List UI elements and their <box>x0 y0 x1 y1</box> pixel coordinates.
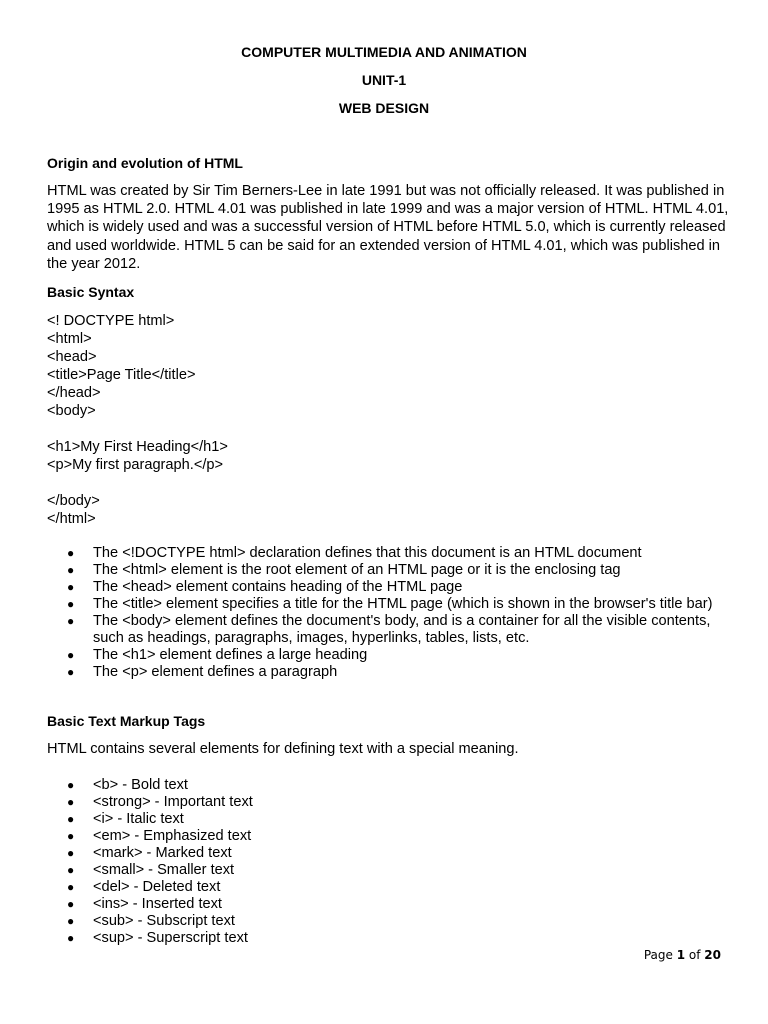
markup-bullet-item <box>47 828 737 845</box>
bullet-text: <sub> - Subscript text <box>93 913 235 929</box>
bullet-icon: ● <box>67 614 75 628</box>
code-line <box>47 474 228 492</box>
code-line: <html> <box>47 331 92 347</box>
bullet-text: The <title> element specifies a title for the HTML page (which is shown in the browser's title bar) <box>93 596 713 612</box>
bullet-text: <em> - Emphasized text <box>93 828 252 844</box>
code-line: </html> <box>47 511 96 527</box>
bullet-text: <small> - Smaller text <box>93 862 235 878</box>
section-heading-syntax: Basic Syntax <box>47 284 135 300</box>
topic-title: WEB DESIGN <box>338 100 430 116</box>
code-line: <title>Page Title</title> <box>47 367 196 383</box>
course-title: COMPUTER MULTIMEDIA AND ANIMATION <box>241 44 527 60</box>
page-label: Page <box>643 948 673 962</box>
markup-bullet-item <box>47 811 737 828</box>
bullet-icon: ● <box>67 795 75 809</box>
bullet-text: <strong> - Important text <box>93 794 253 810</box>
syntax-bullet-item <box>47 562 737 579</box>
page-of: of <box>688 948 701 962</box>
bullet-text: <sup> - Superscript text <box>93 930 248 946</box>
bullet-text: <del> - Deleted text <box>93 879 221 895</box>
markup-bullet-item <box>47 777 737 794</box>
bullet-icon: ● <box>67 931 75 945</box>
bullet-text: The <!DOCTYPE html> declaration defines that this document is an HTML document <box>93 545 642 561</box>
markup-bullet-item <box>47 930 737 947</box>
bullet-text: <b> - Bold text <box>93 777 188 793</box>
markup-bullet-item <box>47 879 737 896</box>
bullet-icon: ● <box>67 580 75 594</box>
bullet-icon: ● <box>67 648 75 662</box>
bullet-icon: ● <box>67 863 75 877</box>
bullet-text: <mark> - Marked text <box>93 845 232 861</box>
bullet-text: The <html> element is the root element of an HTML page or it is the enclosing tag <box>93 562 621 578</box>
syntax-bullet-item <box>47 545 737 562</box>
code-line: <h1>My First Heading</h1> <box>47 439 228 455</box>
syntax-bullet-item <box>47 647 737 664</box>
bullet-icon: ● <box>67 546 75 560</box>
bullet-icon: ● <box>67 897 75 911</box>
bullet-text: The <p> element defines a paragraph <box>93 664 338 680</box>
code-line <box>47 420 228 438</box>
markup-bullet-item <box>47 913 737 930</box>
bullet-text: The <h1> element defines a large heading <box>93 647 368 663</box>
bullet-icon: ● <box>67 846 75 860</box>
bullet-text: <i> - Italic text <box>93 811 184 827</box>
bullet-text: The <body> element defines the document's body, and is a container for all the visible contents, such as headings, paragraphs, images, hyperlinks, tables, lists, etc. <box>93 613 711 646</box>
markup-bullet-item <box>47 896 737 913</box>
bullet-icon: ● <box>67 597 75 611</box>
bullet-text: The <head> element contains heading of the HTML page <box>93 579 463 595</box>
section-heading-origin: Origin and evolution of HTML <box>47 155 243 171</box>
code-block <box>47 312 228 528</box>
origin-paragraph: HTML was created by Sir Tim Berners-Lee in late 1991 but was not officially released. It was published in 1995 as HTML 2.0. HTML 4.01 was published in late 1999 and was a major version of HTML. HTML 4.01, which is widely used and was a successful version of HTML before HTML 5.0, which is currently released and used worldwide. HTML 5 can be said for an extended version of HTML 4.01, which was published in the year 2012. <box>47 183 729 272</box>
syntax-bullet-list <box>47 545 737 681</box>
syntax-bullet-item <box>47 664 737 681</box>
markup-bullet-list <box>47 777 737 947</box>
syntax-bullet-item <box>47 579 737 596</box>
markup-bullet-item <box>47 845 737 862</box>
markup-bullet-item <box>47 794 737 811</box>
unit-title: UNIT-1 <box>361 72 407 88</box>
bullet-icon: ● <box>67 880 75 894</box>
bullet-icon: ● <box>67 778 75 792</box>
section-heading-markup: Basic Text Markup Tags <box>47 713 206 729</box>
code-line: <body> <box>47 403 96 419</box>
page-number <box>644 948 721 962</box>
bullet-text: <ins> - Inserted text <box>93 896 222 912</box>
page-current: 1 <box>676 948 686 962</box>
bullet-icon: ● <box>67 812 75 826</box>
bullet-icon: ● <box>67 914 75 928</box>
syntax-bullet-item <box>47 596 737 613</box>
bullet-icon: ● <box>67 829 75 843</box>
bullet-icon: ● <box>67 665 75 679</box>
markup-intro: HTML contains several elements for defining text with a special meaning. <box>47 741 519 757</box>
page-total: 20 <box>704 948 721 962</box>
code-line: <head> <box>47 349 97 365</box>
syntax-bullet-item <box>47 613 737 647</box>
markup-bullet-item <box>47 862 737 879</box>
code-line: </head> <box>47 385 101 401</box>
code-line: <p>My first paragraph.</p> <box>47 457 224 473</box>
code-line: </body> <box>47 493 100 509</box>
code-line: <! DOCTYPE html> <box>47 313 175 329</box>
bullet-icon: ● <box>67 563 75 577</box>
